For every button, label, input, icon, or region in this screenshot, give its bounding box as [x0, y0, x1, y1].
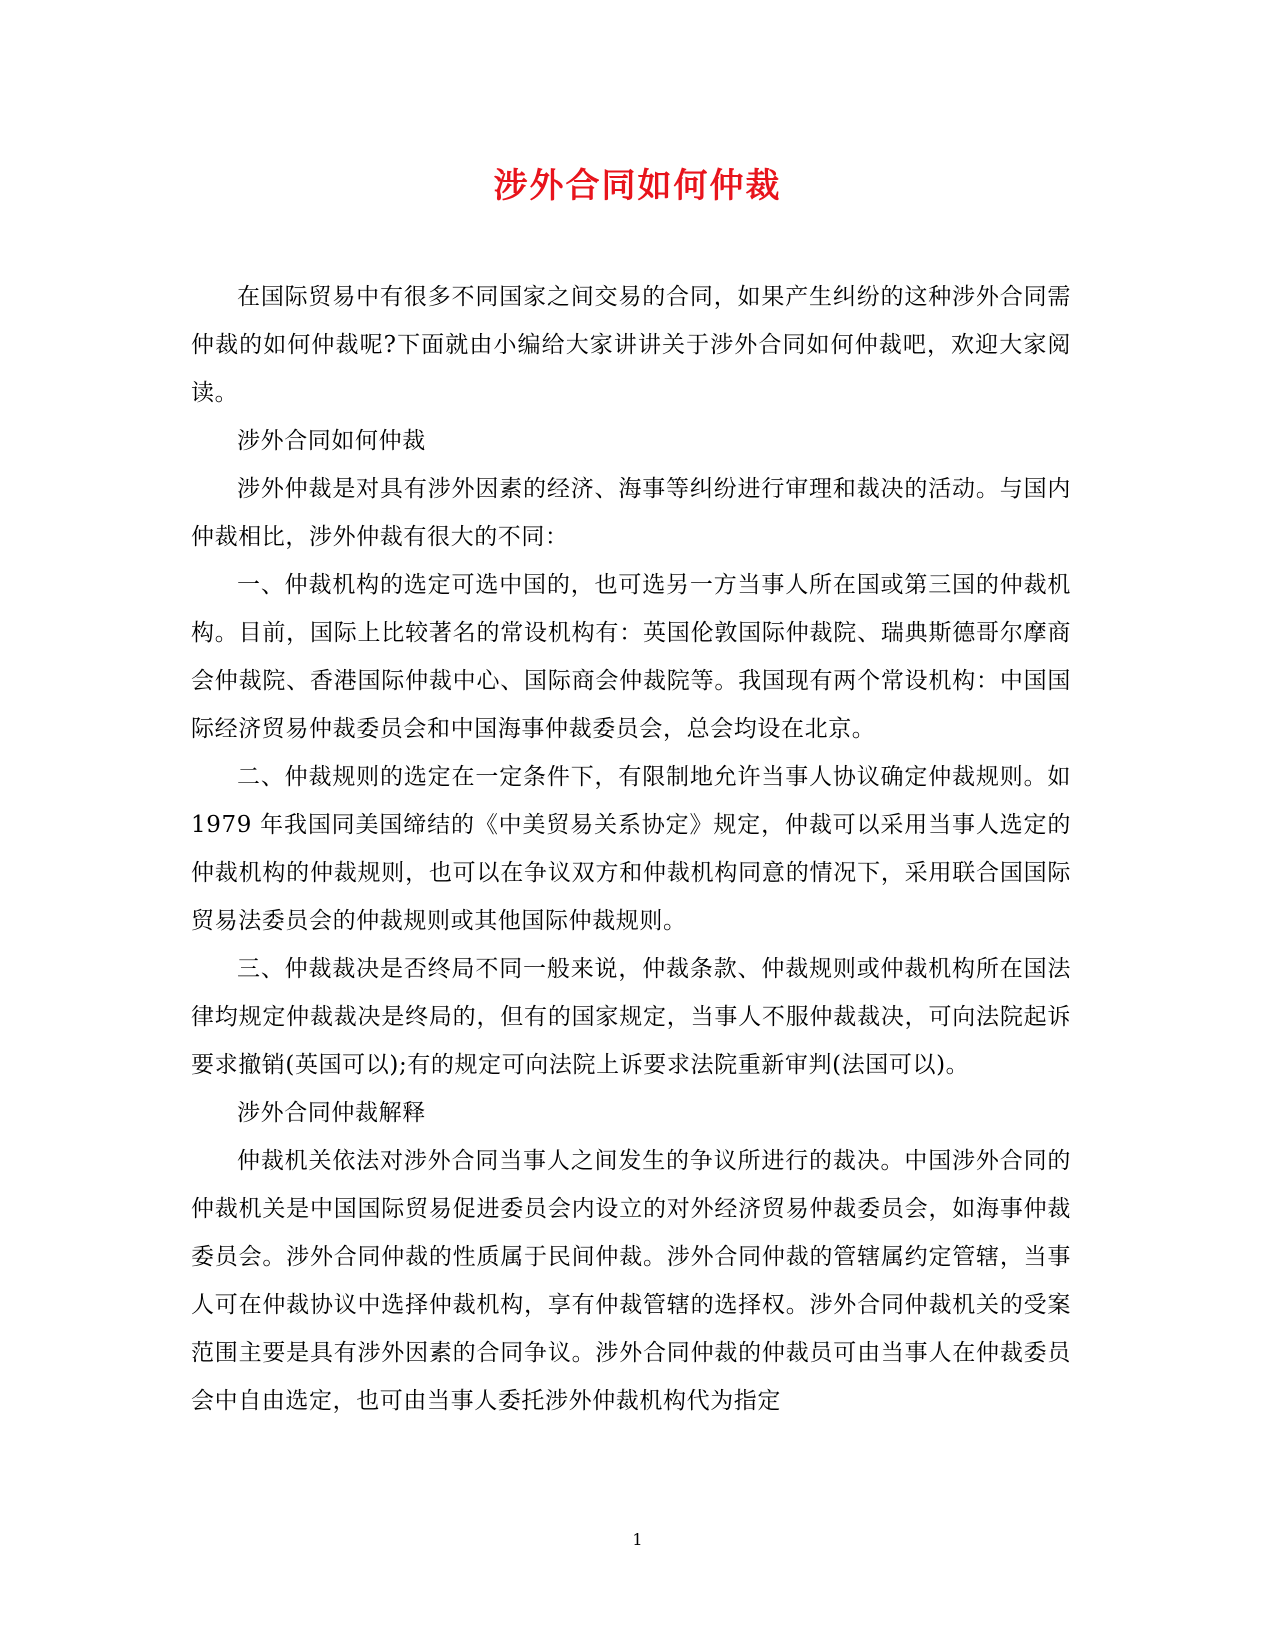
paragraph: 仲裁机关依法对涉外合同当事人之间发生的争议所进行的裁决。中国涉外合同的仲裁机关是中国国际贸易促进委员会内设立的对外经济贸易仲裁委员会，如海事仲裁委员会。涉外合同仲裁的性质属于民间仲裁。涉外合同仲裁的管辖属约定管辖，当事人可在仲裁协议中选择仲裁机构，享有仲裁管辖的选择权。涉外合同仲裁机关的受案范围主要是具有涉外因素的合同争议。涉外合同仲裁的仲裁员可由当事人在仲裁委员会中自由选定，也可由当事人委托涉外仲裁机构代为指定 [191, 1148, 1071, 1414]
page-number: 1 [632, 1530, 643, 1549]
document-body [191, 273, 1071, 1425]
section-heading: 涉外合同仲裁解释 [237, 1100, 426, 1126]
paragraph: 二、仲裁规则的选定在一定条件下，有限制地允许当事人协议确定仲裁规则。如 1979 年我国同美国缔结的《中美贸易关系协定》规定，仲裁可以采用当事人选定的仲裁机构的仲裁规则，也可以在争议双方和仲裁机构同意的情况下，采用联合国国际贸易法委员会的仲裁规则或其他国际仲裁规则。 [191, 764, 1071, 934]
document-title: 涉外合同如何仲裁 [493, 166, 782, 206]
paragraph: 涉外仲裁是对具有涉外因素的经济、海事等纠纷进行审理和裁决的活动。与国内仲裁相比，涉外仲裁有很大的不同： [191, 476, 1071, 550]
section-heading: 涉外合同如何仲裁 [237, 428, 426, 454]
paragraph-intro: 在国际贸易中有很多不同国家之间交易的合同，如果产生纠纷的这种涉外合同需仲裁的如何仲裁呢?下面就由小编给大家讲讲关于涉外合同如何仲裁吧，欢迎大家阅读。 [191, 284, 1071, 406]
paragraph: 三、仲裁裁决是否终局不同一般来说，仲裁条款、仲裁规则或仲裁机构所在国法律均规定仲裁裁决是终局的，但有的国家规定，当事人不服仲裁裁决，可向法院起诉要求撤销(英国可以);有的规定可向法院上诉要求法院重新审判(法国可以)。 [191, 956, 1071, 1078]
paragraph: 一、仲裁机构的选定可选中国的，也可选另一方当事人所在国或第三国的仲裁机构。目前，国际上比较著名的常设机构有：英国伦敦国际仲裁院、瑞典斯德哥尔摩商会仲裁院、香港国际仲裁中心、国际商会仲裁院等。我国现有两个常设机构：中国国际经济贸易仲裁委员会和中国海事仲裁委员会，总会均设在北京。 [191, 572, 1071, 742]
